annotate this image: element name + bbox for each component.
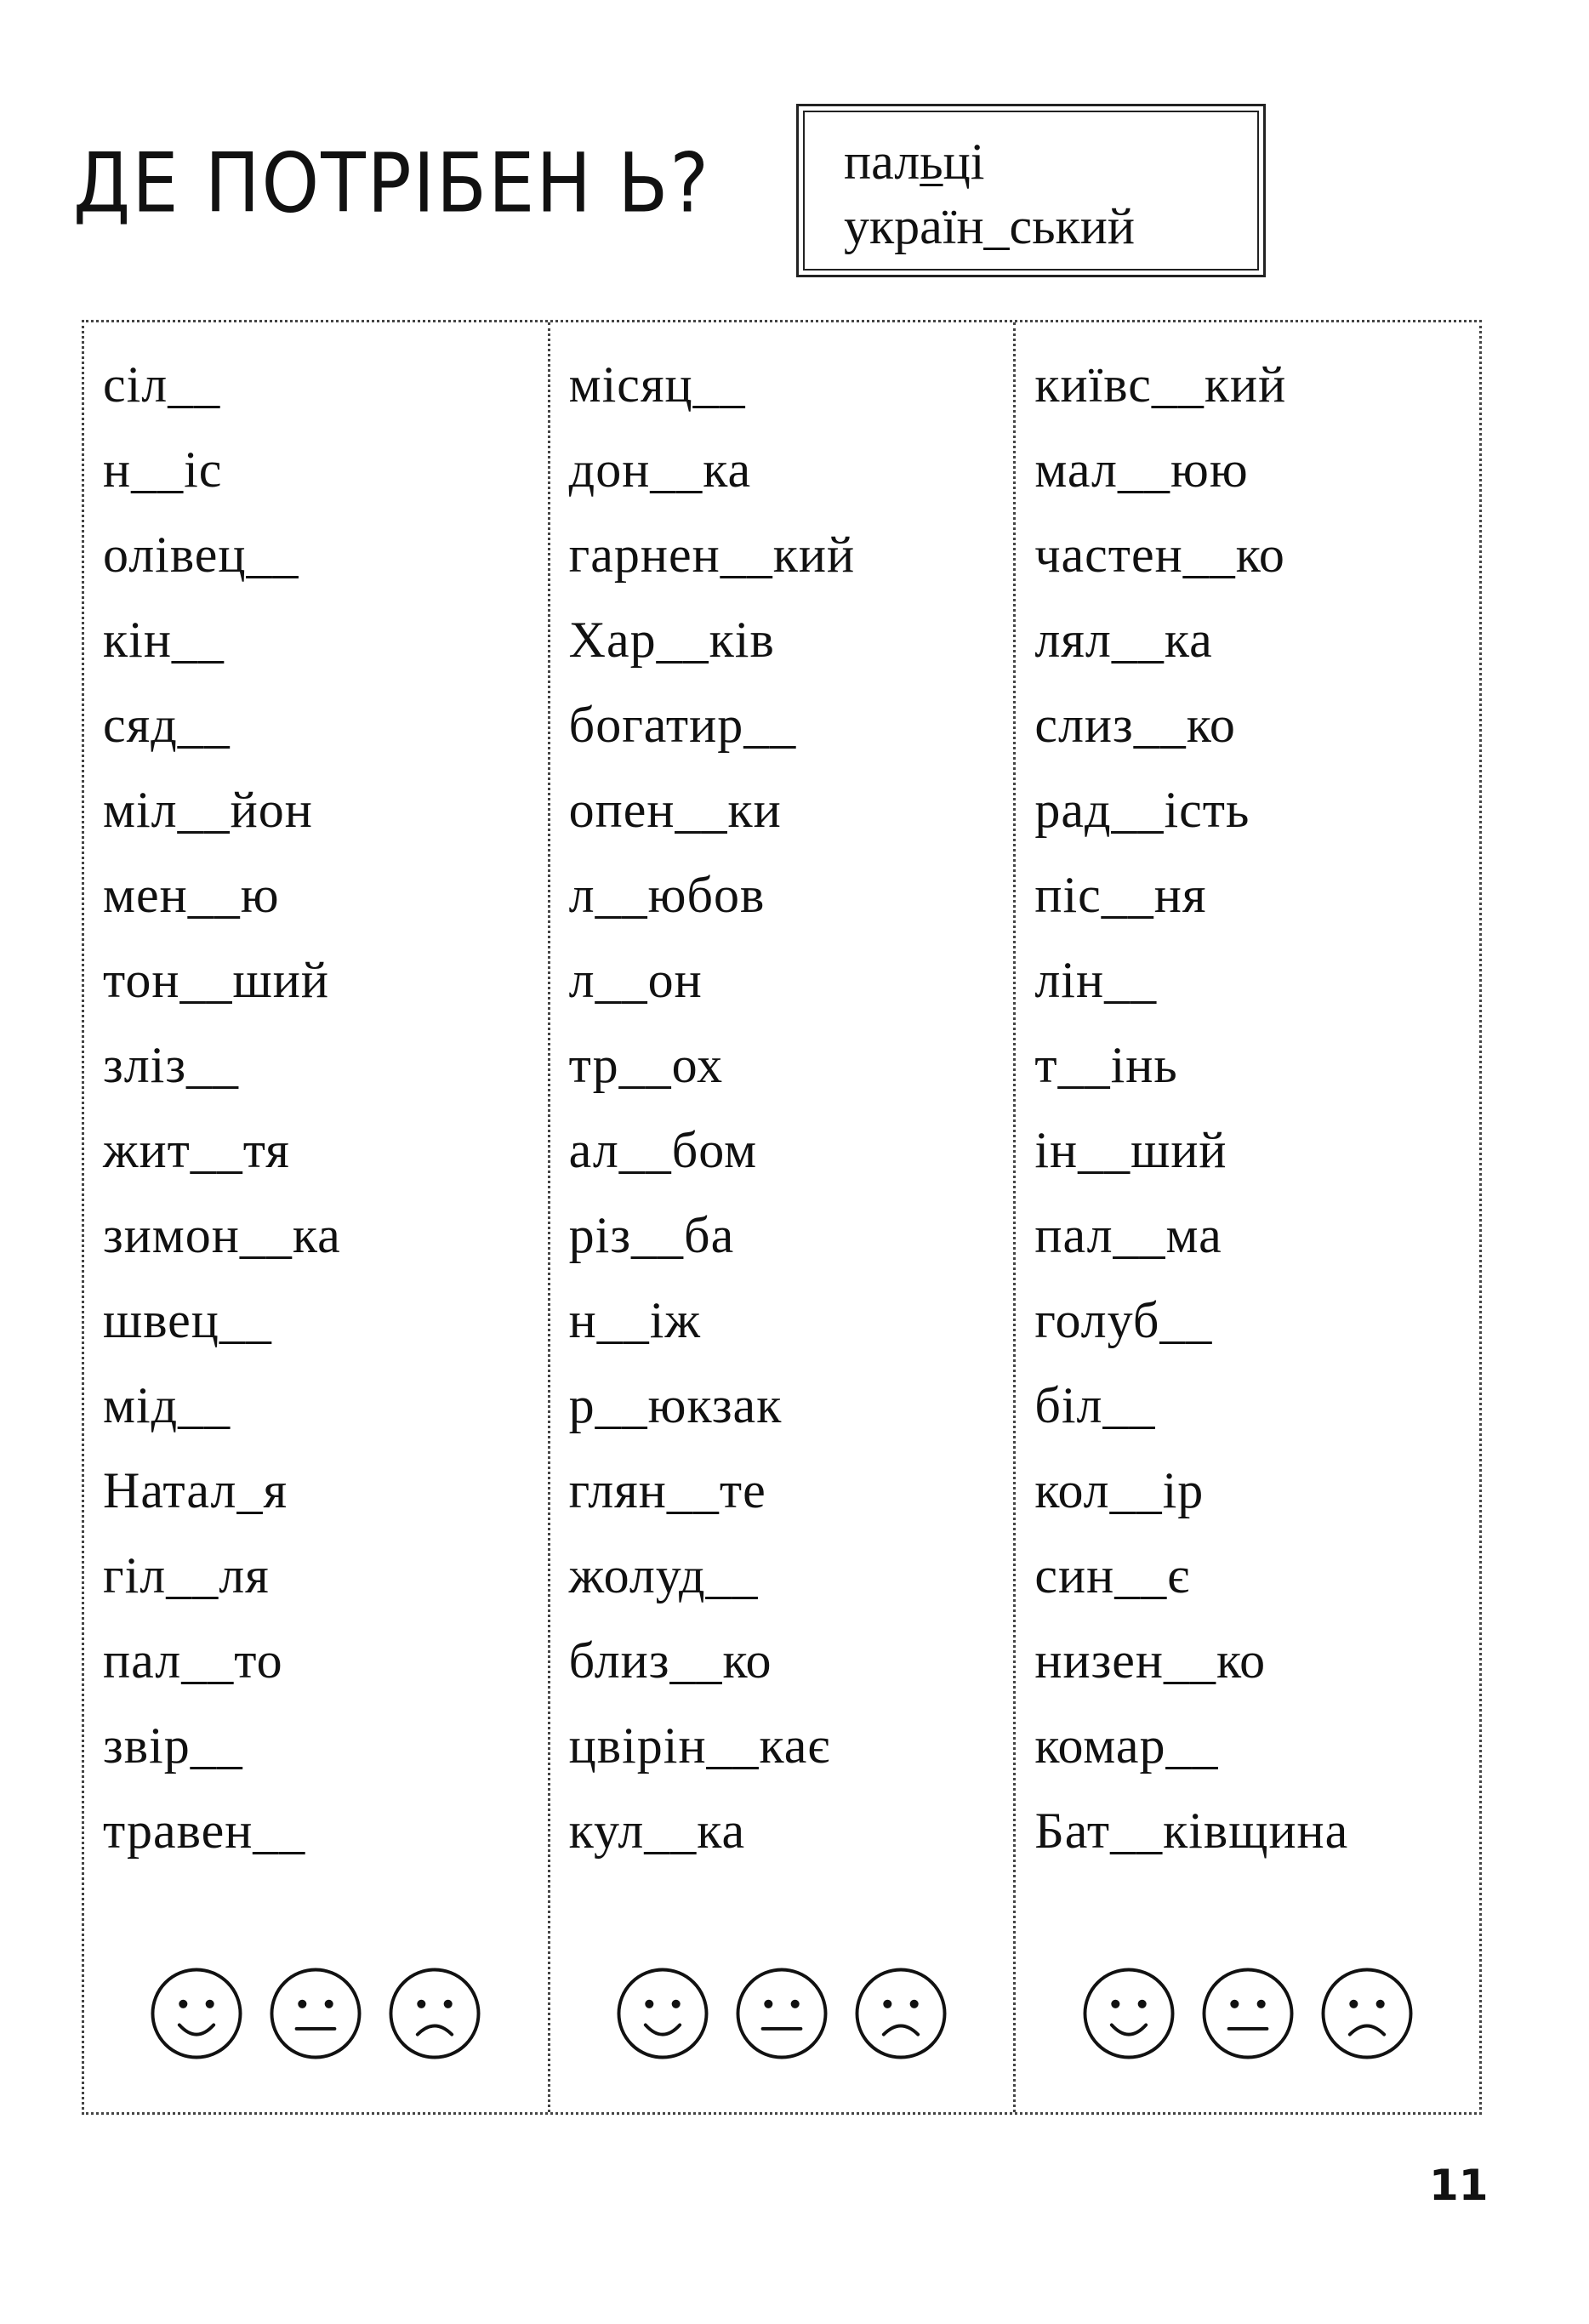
example-line-1-prefix: пал <box>844 134 920 190</box>
word-item: тр__ох <box>568 1037 724 1093</box>
example-line-2: україн_ський <box>844 198 1135 254</box>
word-item: київс__кий <box>1034 356 1287 413</box>
example-box <box>796 104 1266 277</box>
word-item: пал__то <box>103 1632 283 1689</box>
word-item: н__іс <box>103 441 223 498</box>
word-item: кул__ка <box>568 1803 746 1859</box>
word-column-2 <box>548 322 1014 2112</box>
word-column-1 <box>84 322 548 2112</box>
word-item: цвірін__кає <box>568 1717 831 1774</box>
word-item: лін__ <box>1034 952 1158 1008</box>
word-column-3 <box>1013 322 1479 2112</box>
word-item: зимон__ка <box>103 1207 341 1263</box>
example-inner <box>803 111 1259 271</box>
word-list <box>1016 322 1479 1886</box>
word-item: л__он <box>568 952 703 1008</box>
word-item: глян__те <box>568 1462 766 1518</box>
word-item: Хар__ків <box>568 612 775 668</box>
word-item: зліз__ <box>103 1037 240 1093</box>
word-item: гіл__ля <box>103 1547 270 1603</box>
example-line-1-suffix: ці <box>943 134 985 190</box>
example-line-1 <box>844 129 1257 194</box>
word-item: мен__ю <box>103 867 280 923</box>
smile-face-icon[interactable] <box>149 1966 244 2061</box>
smile-face-icon[interactable] <box>1081 1966 1176 2061</box>
neutral-face-icon[interactable] <box>268 1966 363 2061</box>
word-grid <box>82 320 1482 2115</box>
word-item: травен__ <box>103 1803 306 1859</box>
word-item: дон__ка <box>568 441 752 498</box>
neutral-face-icon[interactable] <box>734 1966 829 2061</box>
self-assessment-faces <box>550 1966 1014 2061</box>
word-item: богатир__ <box>568 697 797 753</box>
self-assessment-faces <box>84 1966 548 2061</box>
page-title: ДЕ ПОТРІБЕН Ь? <box>73 136 710 231</box>
word-item: сіл__ <box>103 356 221 413</box>
word-list <box>550 322 1014 1886</box>
word-item: близ__ко <box>568 1632 772 1689</box>
word-item: піс__ня <box>1034 867 1207 923</box>
word-item: тон__ший <box>103 952 329 1008</box>
word-item: кол__ір <box>1034 1462 1205 1518</box>
word-item: низен__ко <box>1034 1632 1267 1689</box>
word-item: мід__ <box>103 1377 231 1433</box>
word-item: кін__ <box>103 612 225 668</box>
word-item: слиз__ко <box>1034 697 1236 753</box>
word-item: гарнен__кий <box>568 527 856 583</box>
word-item: л__юбов <box>568 867 766 923</box>
word-item: ін__ший <box>1034 1122 1227 1178</box>
word-item: рад__ість <box>1034 782 1250 838</box>
word-item: сяд__ <box>103 697 231 753</box>
word-item: мал__юю <box>1034 441 1249 498</box>
word-item: жит__тя <box>103 1122 290 1178</box>
word-item: Натал_я <box>103 1462 288 1518</box>
word-item: Бат__ківщина <box>1034 1803 1349 1859</box>
sad-face-icon[interactable] <box>387 1966 482 2061</box>
sad-face-icon[interactable] <box>853 1966 948 2061</box>
word-list <box>84 322 548 1886</box>
page-number: 11 <box>1429 2161 1489 2210</box>
sad-face-icon[interactable] <box>1319 1966 1415 2061</box>
word-item: олівец__ <box>103 527 299 583</box>
word-item: голуб__ <box>1034 1292 1213 1348</box>
self-assessment-faces <box>1016 1966 1479 2061</box>
word-item: пал__ма <box>1034 1207 1222 1263</box>
neutral-face-icon[interactable] <box>1200 1966 1296 2061</box>
word-item: ал__бом <box>568 1122 758 1178</box>
word-item: т__інь <box>1034 1037 1178 1093</box>
word-item: швец__ <box>103 1292 272 1348</box>
word-item: місяц__ <box>568 356 746 413</box>
word-item: частен__ко <box>1034 527 1285 583</box>
word-item: опен__ки <box>568 782 782 838</box>
word-item: звір__ <box>103 1717 243 1774</box>
word-item: міл__йон <box>103 782 313 838</box>
word-item: р__юкзак <box>568 1377 783 1433</box>
word-item: різ__ба <box>568 1207 735 1263</box>
smile-face-icon[interactable] <box>615 1966 710 2061</box>
word-item: н__іж <box>568 1292 701 1348</box>
word-item: син__є <box>1034 1547 1190 1603</box>
word-item: лял__ка <box>1034 612 1213 668</box>
word-item: жолуд__ <box>568 1547 759 1603</box>
example-highlight-letter: ь <box>920 134 943 190</box>
word-item: комар__ <box>1034 1717 1219 1774</box>
word-item: біл__ <box>1034 1377 1156 1433</box>
